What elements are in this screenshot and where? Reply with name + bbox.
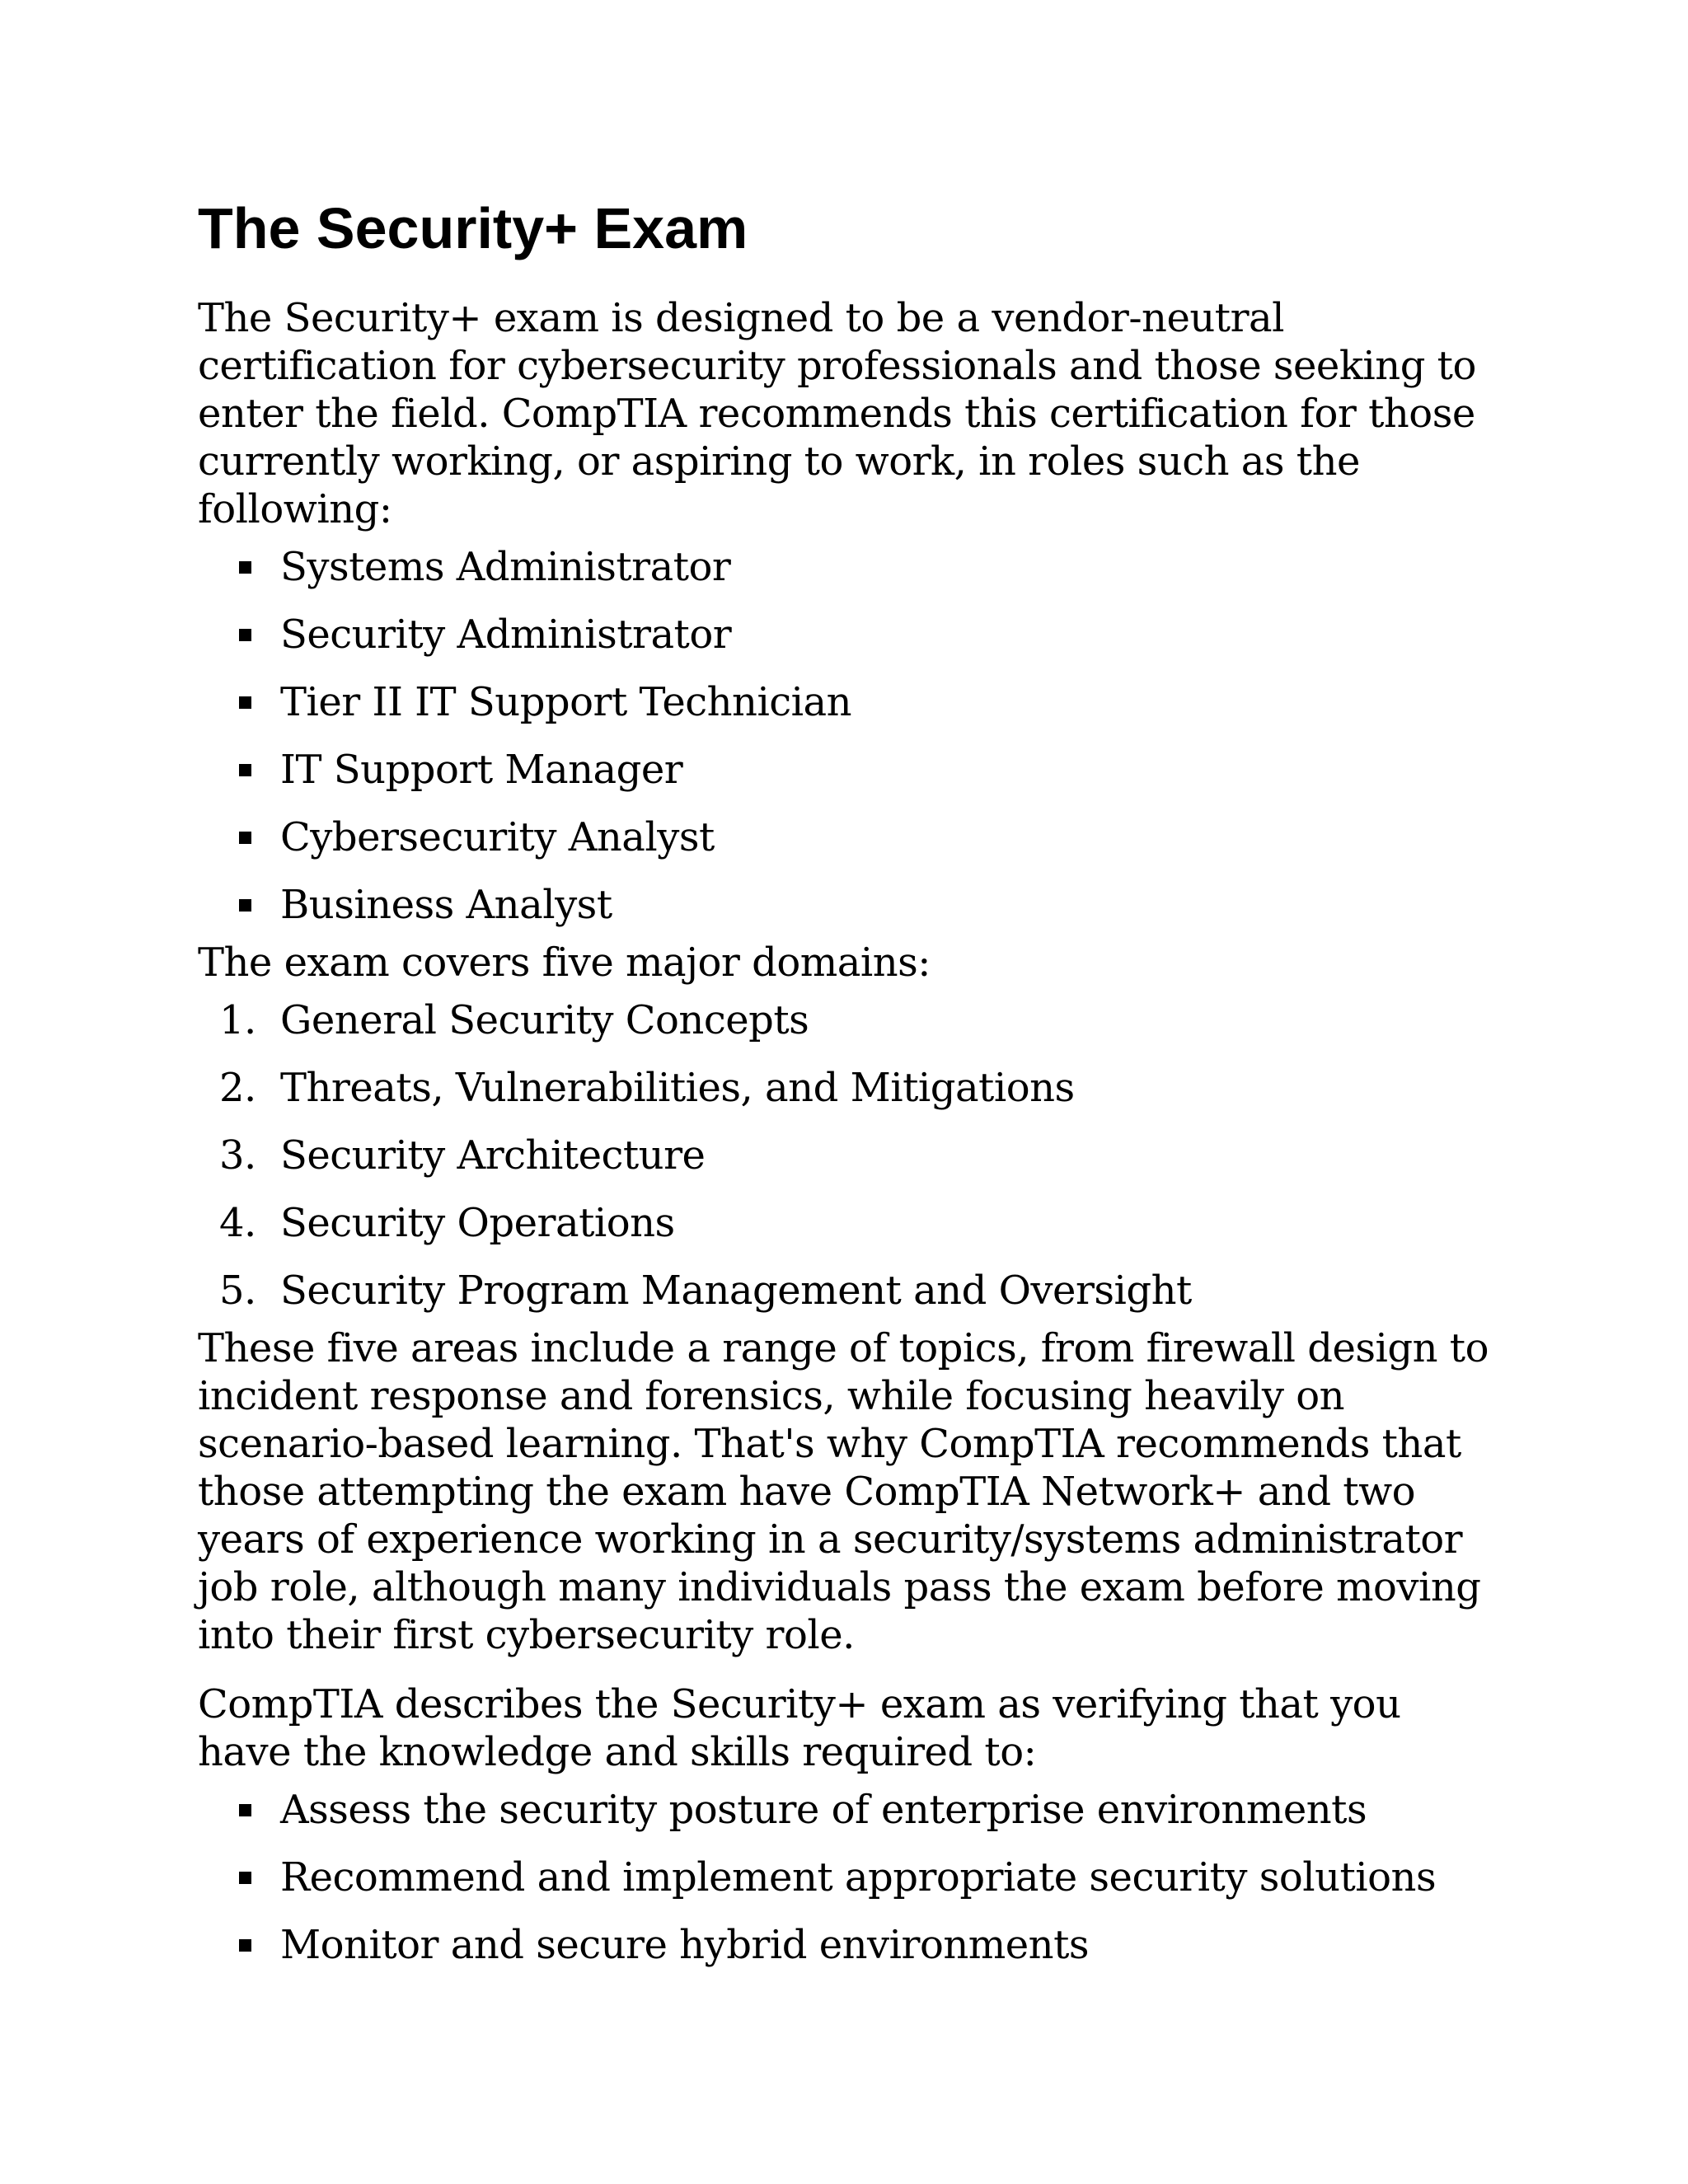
domain-number: 2.: [219, 1065, 256, 1111]
skills-intro: CompTIA describes the Security+ exam as verifying that you have the knowledge and skills required to:: [198, 1681, 1401, 1775]
role-label: Systems Administrator: [280, 544, 731, 590]
domains-list: [198, 987, 1500, 1324]
skill-label: Assess the security posture of enterprise environments: [280, 1787, 1367, 1833]
list-item: [198, 1189, 1500, 1257]
list-item: [198, 736, 1500, 804]
list-item: [198, 1257, 1500, 1324]
role-label: IT Support Manager: [280, 747, 683, 793]
list-item: [198, 871, 1500, 939]
list-item: [198, 668, 1500, 736]
domain-label: Security Program Management and Oversight: [280, 1268, 1192, 1314]
list-item: [198, 804, 1500, 871]
domain-label: Security Operations: [280, 1200, 675, 1246]
list-item: [198, 1122, 1500, 1189]
list-item: [198, 1911, 1500, 1979]
list-item: [198, 533, 1500, 601]
domain-number: 5.: [219, 1268, 256, 1314]
document-page: [198, 194, 1500, 1979]
list-item: [198, 1054, 1500, 1122]
domain-number: 4.: [219, 1200, 256, 1246]
roles-list: [198, 533, 1500, 939]
role-label: Business Analyst: [280, 882, 612, 928]
domain-number: 3.: [219, 1132, 256, 1179]
list-item: [198, 601, 1500, 668]
page-title: The Security+ Exam: [198, 196, 748, 260]
areas-paragraph: These five areas include a range of topics, from firewall design to incident response and forensics, while focusing heavily on scenario-based learning. That's why CompTIA recommends that those attempting the exam have CompTIA Network+ and two years of experience working in a security/systems administrator job role, although many individuals pass the exam before moving into their first cybersecurity role.: [198, 1325, 1489, 1658]
bullet-square-icon: [239, 696, 251, 709]
domain-number: 1.: [219, 997, 256, 1043]
domain-label: Security Architecture: [280, 1132, 706, 1179]
domain-label: General Security Concepts: [280, 997, 809, 1043]
list-item: [198, 1844, 1500, 1911]
bullet-square-icon: [239, 899, 251, 912]
skill-label: Monitor and secure hybrid environments: [280, 1922, 1090, 1968]
bullet-square-icon: [239, 1804, 251, 1816]
domains-intro: The exam covers five major domains:: [198, 940, 931, 986]
bullet-square-icon: [239, 629, 251, 641]
list-item: [198, 1776, 1500, 1844]
bullet-square-icon: [239, 832, 251, 844]
list-item: [198, 987, 1500, 1054]
role-label: Cybersecurity Analyst: [280, 814, 715, 860]
bullet-square-icon: [239, 1872, 251, 1884]
role-label: Tier II IT Support Technician: [280, 679, 852, 725]
skill-label: Recommend and implement appropriate security solutions: [280, 1854, 1437, 1900]
intro-paragraph: The Security+ exam is designed to be a vendor-neutral certification for cybersecurity professionals and those seeking to enter the field. CompTIA recommends this certification for those currently working, or aspiring to work, in roles such as the following:: [198, 295, 1476, 532]
skills-list: [198, 1776, 1500, 1979]
domain-label: Threats, Vulnerabilities, and Mitigations: [280, 1065, 1075, 1111]
bullet-square-icon: [239, 764, 251, 776]
role-label: Security Administrator: [280, 612, 732, 658]
bullet-square-icon: [239, 561, 251, 574]
bullet-square-icon: [239, 1939, 251, 1952]
